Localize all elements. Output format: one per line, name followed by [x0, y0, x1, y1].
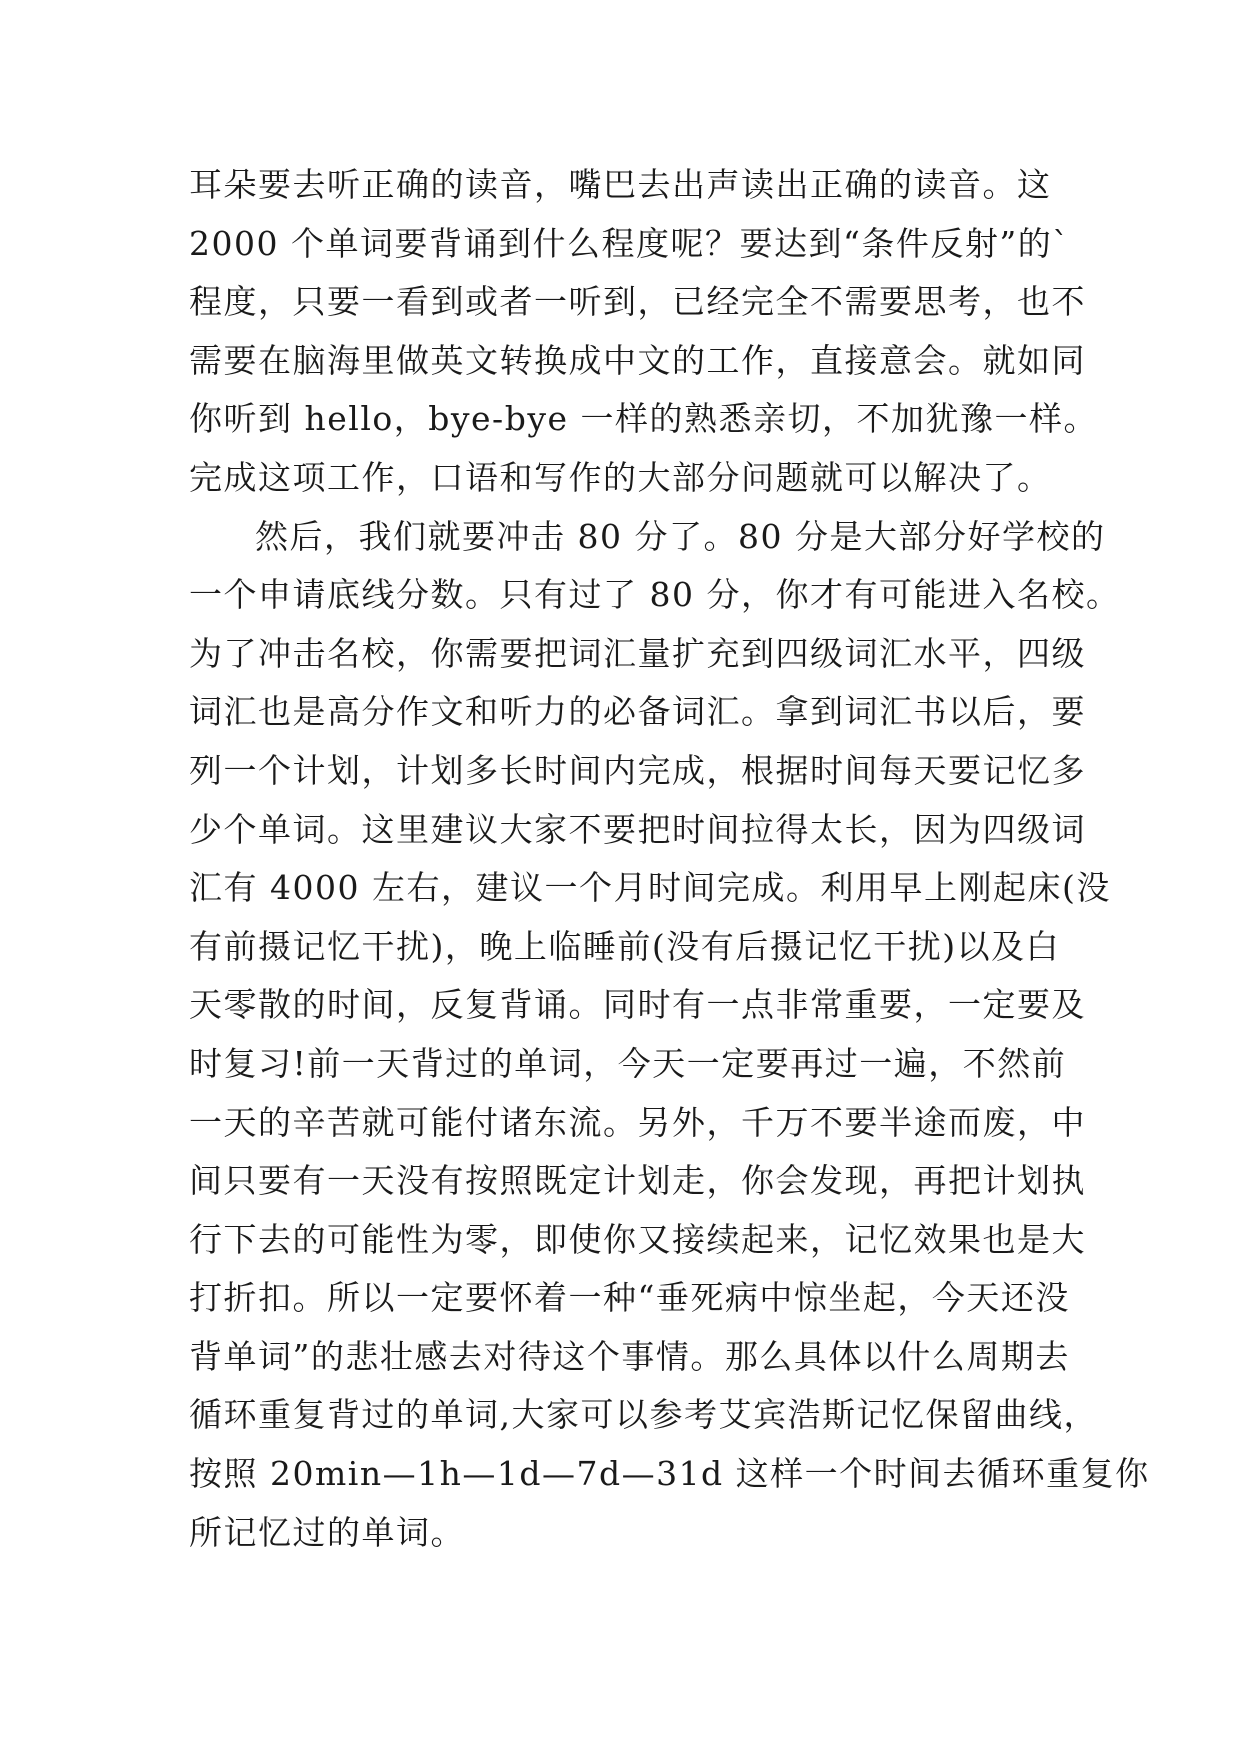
text-line: 一个申请底线分数。只有过了 80 分，你才有可能进入名校。 — [189, 575, 1121, 615]
text-line: 列一个计划，计划多长时间内完成，根据时间每天要记忆多 — [189, 750, 1086, 790]
text-line: 为了冲击名校，你需要把词汇量扩充到四级词汇水平，四级 — [189, 633, 1086, 673]
text-line: 按照 20min—1h—1d—7d—31d 这样一个时间去循环重复你 — [189, 1454, 1150, 1494]
text-line: 2000 个单词要背诵到什么程度呢？要达到“条件反射”的` — [189, 223, 1071, 263]
text-line: 行下去的可能性为零，即使你又接续起来，记忆效果也是大 — [189, 1219, 1086, 1259]
text-line: 打折扣。所以一定要怀着一种“垂死病中惊坐起，今天还没 — [189, 1278, 1070, 1318]
paragraph-1 — [189, 156, 1098, 508]
text-line: 时复习!前一天背过的单词，今天一定要再过一遍，不然前 — [189, 1043, 1067, 1083]
paragraph-2 — [189, 508, 1150, 1563]
text-line: 间只要有一天没有按照既定计划走，你会发现，再把计划执 — [189, 1161, 1086, 1201]
text-line: 你听到 hello，bye-bye 一样的熟悉亲切，不加犹豫一样。 — [189, 399, 1098, 439]
text-line: 程度，只要一看到或者一听到，已经完全不需要思考，也不 — [189, 282, 1086, 322]
text-line: 汇有 4000 左右，建议一个月时间完成。利用早上刚起床(没 — [189, 868, 1111, 908]
text-line: 背单词”的悲壮感去对待这个事情。那么具体以什么周期去 — [189, 1336, 1070, 1376]
text-line: 然后，我们就要冲击 80 分了。80 分是大部分好学校的 — [255, 516, 1106, 556]
text-line: 天零散的时间，反复背诵。同时有一点非常重要，一定要及 — [189, 985, 1086, 1025]
text-line: 有前摄记忆干扰)，晚上临睡前(没有后摄记忆干扰)以及白 — [189, 926, 1061, 966]
text-line: 完成这项工作，口语和写作的大部分问题就可以解决了。 — [189, 457, 1052, 497]
text-line: 耳朵要去听正确的读音，嘴巴去出声读出正确的读音。这 — [189, 165, 1052, 204]
text-line: 少个单词。这里建议大家不要把时间拉得太长，因为四级词 — [189, 809, 1086, 849]
text-line: 循环重复背过的单词,大家可以参考艾宾浩斯记忆保留曲线， — [189, 1395, 1098, 1435]
text-line: 词汇也是高分作文和听力的必备词汇。拿到词汇书以后，要 — [189, 692, 1086, 732]
text-line: 需要在脑海里做英文转换成中文的工作，直接意会。就如同 — [189, 340, 1086, 380]
text-line: 所记忆过的单词。 — [189, 1512, 465, 1552]
text-line: 一天的辛苦就可能付诸东流。另外，千万不要半途而废，中 — [189, 1102, 1086, 1142]
document-body — [189, 156, 1150, 1562]
